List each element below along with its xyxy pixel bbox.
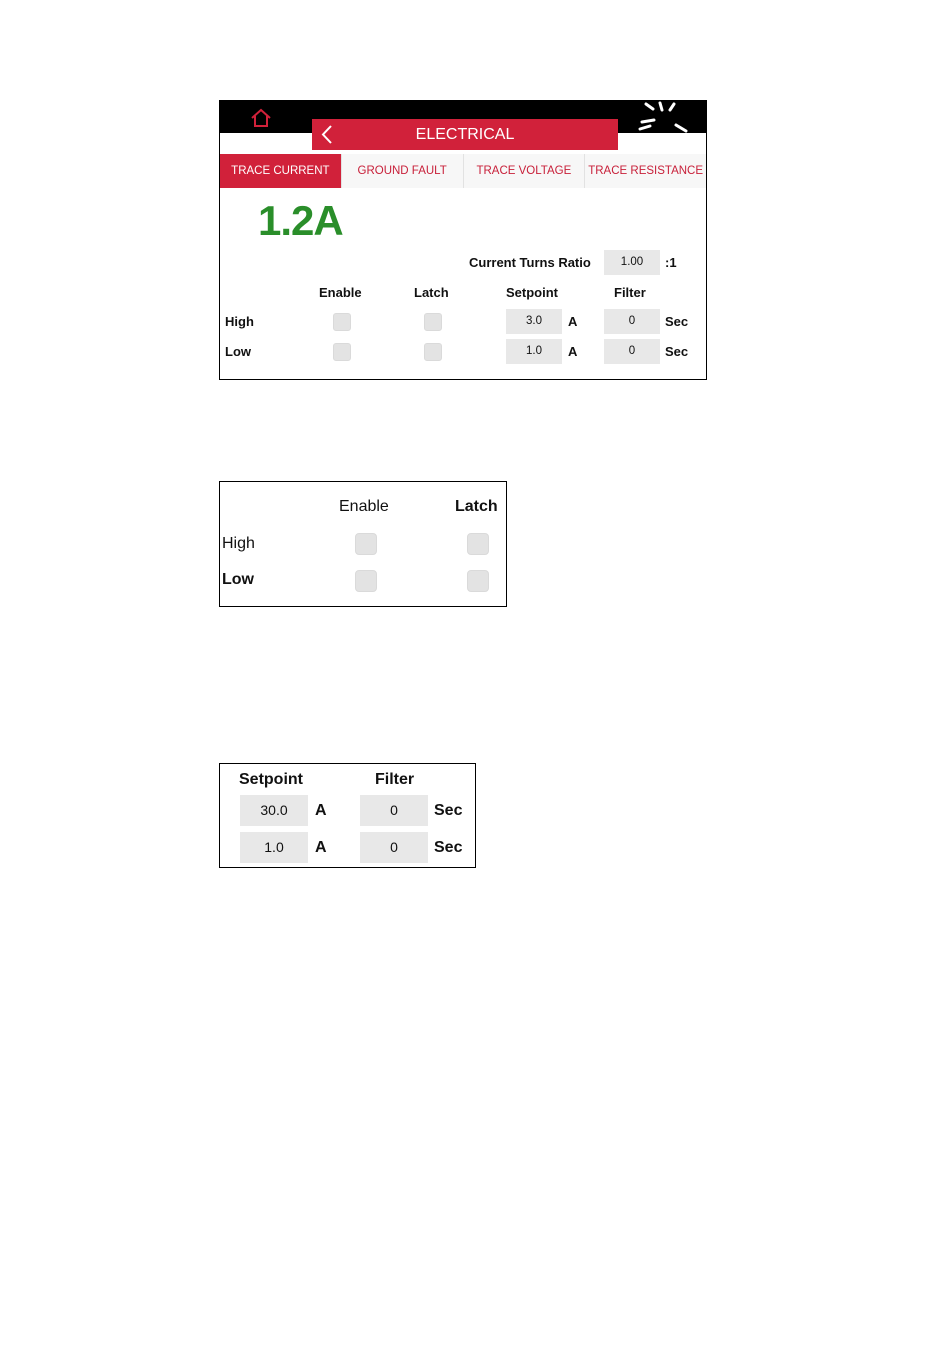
electrical-screen	[219, 100, 707, 380]
zoom-low-setpoint-unit: A	[315, 839, 327, 856]
home-icon[interactable]	[250, 107, 272, 129]
enable-latch-zoom-panel	[219, 481, 507, 607]
zoom-high-label: High	[222, 535, 255, 552]
zoom-high-filter-input[interactable]: 0	[360, 795, 428, 826]
filter-header: Filter	[614, 285, 646, 300]
tab-trace-voltage[interactable]: TRACE VOLTAGE	[463, 154, 585, 188]
zoom-low-setpoint-input[interactable]: 1.0	[240, 832, 308, 863]
zoom-low-label: Low	[222, 571, 254, 588]
turns-ratio-input[interactable]: 1.00	[604, 250, 660, 275]
setpoint-filter-zoom-panel	[219, 763, 476, 868]
zoom-low-filter-unit: Sec	[434, 839, 463, 856]
low-row-label: Low	[225, 344, 251, 359]
zoom-high-enable-checkbox[interactable]	[355, 533, 377, 555]
high-filter-input[interactable]: 0	[604, 309, 660, 334]
zoom-high-setpoint-input[interactable]: 30.0	[240, 795, 308, 826]
low-enable-checkbox[interactable]	[333, 343, 351, 361]
high-row-label: High	[225, 314, 254, 329]
zoom-filter-header: Filter	[375, 771, 415, 788]
zoom-low-enable-checkbox[interactable]	[355, 570, 377, 592]
zoom-high-setpoint-unit: A	[315, 802, 327, 819]
spinner-icon	[636, 101, 692, 133]
low-filter-unit: Sec	[665, 344, 689, 359]
high-setpoint-input[interactable]: 3.0	[506, 309, 562, 334]
tab-trace-current[interactable]: TRACE CURRENT	[220, 154, 341, 188]
high-filter-unit: Sec	[665, 314, 689, 329]
high-latch-checkbox[interactable]	[424, 313, 442, 331]
setpoint-header: Setpoint	[506, 285, 558, 300]
high-enable-checkbox[interactable]	[333, 313, 351, 331]
low-filter-input[interactable]: 0	[604, 339, 660, 364]
low-setpoint-unit: A	[568, 344, 578, 359]
chevron-left-icon[interactable]	[320, 124, 334, 145]
tab-trace-resistance[interactable]: TRACE RESISTANCE	[584, 154, 706, 188]
tab-bar	[220, 154, 706, 188]
low-setpoint-input[interactable]: 1.0	[506, 339, 562, 364]
turns-ratio-label: Current Turns Ratio	[469, 255, 591, 270]
tab-ground-fault[interactable]: GROUND FAULT	[341, 154, 463, 188]
zoom-setpoint-header: Setpoint	[239, 771, 303, 788]
zoom-low-filter-input[interactable]: 0	[360, 832, 428, 863]
zoom-high-filter-unit: Sec	[434, 802, 463, 819]
page-title: ELECTRICAL	[415, 126, 515, 143]
zoom-high-latch-checkbox[interactable]	[467, 533, 489, 555]
current-reading: 1.2A	[258, 197, 343, 244]
zoom-latch-header: Latch	[455, 498, 498, 515]
zoom-low-latch-checkbox[interactable]	[467, 570, 489, 592]
latch-header: Latch	[414, 285, 449, 300]
turns-ratio-suffix: :1	[665, 255, 677, 270]
low-latch-checkbox[interactable]	[424, 343, 442, 361]
zoom-enable-header: Enable	[339, 498, 389, 515]
title-bar	[312, 119, 618, 150]
enable-header: Enable	[319, 285, 362, 300]
high-setpoint-unit: A	[568, 314, 578, 329]
